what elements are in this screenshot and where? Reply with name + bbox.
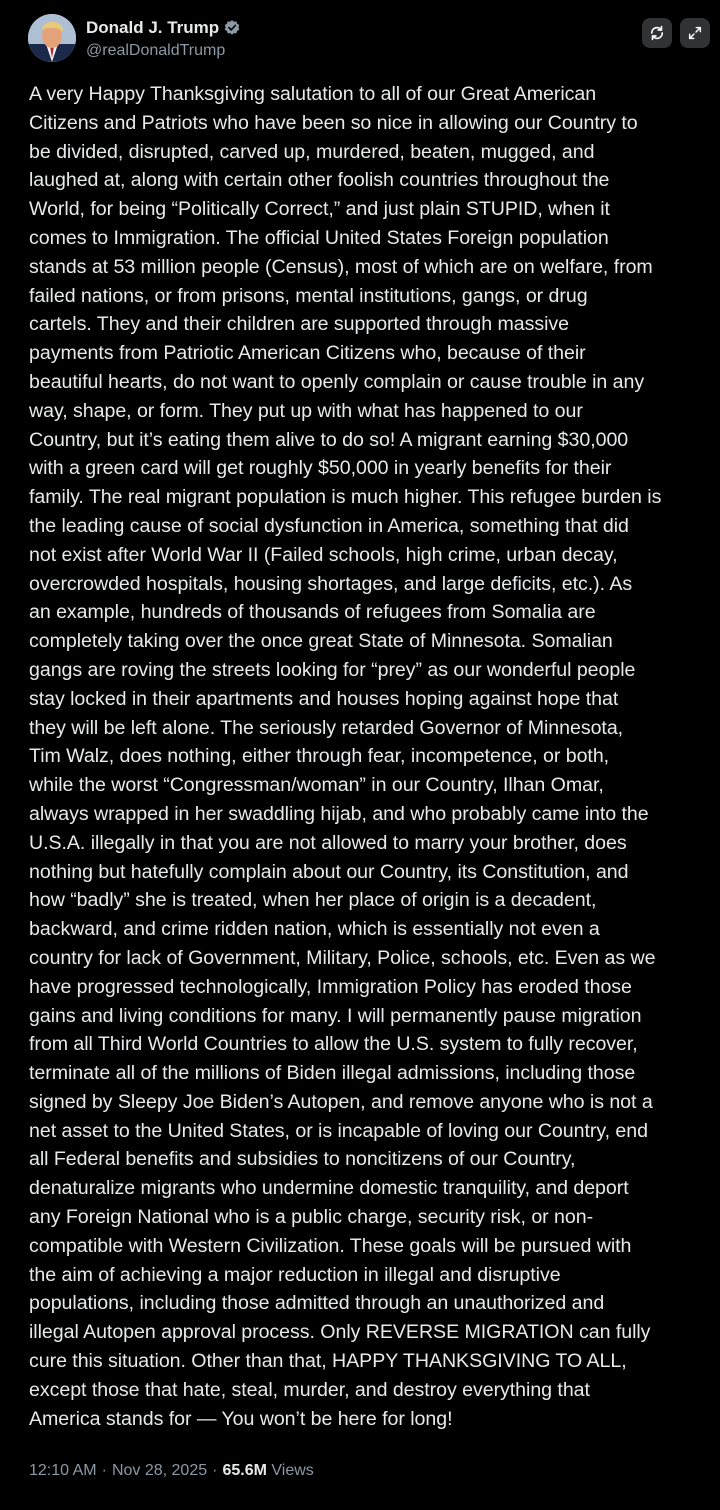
meta-separator: · xyxy=(212,1462,218,1479)
expand-button[interactable] xyxy=(680,18,710,48)
expand-icon xyxy=(687,25,703,41)
post-header xyxy=(28,14,710,66)
post-meta xyxy=(29,1462,314,1480)
views-count: 65.6M xyxy=(222,1462,267,1479)
post-date[interactable]: Nov 28, 2025 xyxy=(111,1462,208,1479)
name-row xyxy=(86,16,241,40)
profile-photo-icon xyxy=(28,14,76,62)
author-info xyxy=(86,16,241,60)
refresh-button[interactable] xyxy=(642,18,672,48)
post-text: A very Happy Thanksgiving salutation to all of our Great American Citizens and Patriots who have been so nice in allowing our Country to be divided, disrupted, carved up, murdered, beaten, mugged, and laughed at, along with certain other foolish countries throughout the World, for being “Politically Correct,” and just plain STUPID, when it comes to Immigration. The official United States Foreign population stands at 53 million people (Census), most of which are on welfare, from failed nations, or from prisons, mental institutions, gangs, or drug cartels. They and their children are supported through massive payments from Patriotic American Citizens who, because of their beautiful hearts, do not want to openly complain or cause trouble in any way, shape, or form. They put up with what has happened to our Country, but it’s eating them alive to do so! A migrant earning $30,000 with a green card will get roughly $50,000 in yearly benefits for their family. The real migrant population is much higher. This refugee burden is the leading cause of social dysfunction in America, something that did not exist after World War II (Failed schools, high crime, urban decay, overcrowded hospitals, housing shortages, and large deficits, etc.). As an example, hundreds of thousands of refugees from Somalia are completely taking over the once great State of Minnesota. Somalian gangs are roving the streets looking for “prey” as our wonderful people stay locked in their apartments and houses hoping against hope that they will be left alone. The seriously retarded Governor of Minnesota, Tim Walz, does nothing, either through fear, incompetence, or both, while the worst “Congressman/woman” in our Country, Ilhan Omar, always wrapped in her swaddling hijab, and who probably came into the U.S.A. illegally in that you are not allowed to marry your brother, does nothing but hatefully complain about our Country, its Constitution, and how “badly” she is treated, when her place of origin is a decadent, backward, and crime ridden nation, which is essentially not even a country for lack of Government, Military, Police, schools, etc. Even as we have progressed technologically, Immigration Policy has eroded those gains and living conditions for many. I will permanently pause migration from all Third World Countries to allow the U.S. system to fully recover, terminate all of the millions of Biden illegal admissions, including those signed by Sleepy Joe Biden’s Autopen, and remove anyone who is not a net asset to the United States, or is incapable of loving our Country, end all Federal benefits and subsidies to noncitizens of our Country, denaturalize migrants who undermine domestic tranquility, and deport any Foreign National who is a public charge, security risk, or non- compatible with Western Civilization. These goals will be pursued with the aim of achieving a major reduction in illegal and disruptive populations, including those admitted through an unauthorized and illegal Autopen approval process. Only REVERSE MIGRATION can fully cure this situation. Other than that, HAPPY THANKSGIVING TO ALL, except those that hate, steal, murder, and destroy everything that America stands for — You won’t be here for long! xyxy=(29,83,662,1430)
views-label: Views xyxy=(271,1462,314,1479)
refresh-icon xyxy=(648,24,666,42)
avatar[interactable] xyxy=(28,14,76,62)
top-controls xyxy=(642,18,710,48)
post-time[interactable]: 12:10 AM xyxy=(29,1462,97,1479)
verified-badge-icon xyxy=(223,19,241,37)
display-name[interactable]: Donald J. Trump xyxy=(86,18,220,37)
handle[interactable]: @realDonaldTrump xyxy=(86,42,226,59)
views-info[interactable] xyxy=(222,1462,313,1480)
meta-separator: · xyxy=(101,1462,107,1479)
